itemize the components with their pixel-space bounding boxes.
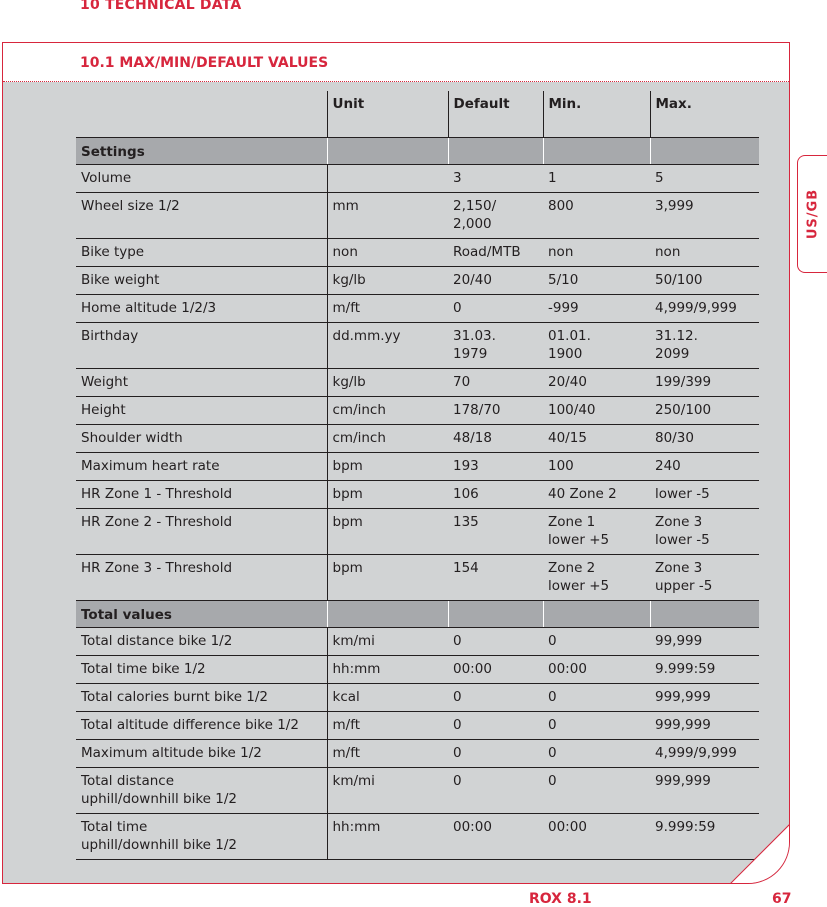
table-cell: 0 xyxy=(448,684,543,712)
table-cell: Zone 2 lower +5 xyxy=(543,555,650,601)
table-cell: Total distance uphill/downhill bike 1/2 xyxy=(76,768,327,814)
table-cell: non xyxy=(543,239,650,267)
table-cell: HR Zone 2 - Threshold xyxy=(76,509,327,555)
group-row xyxy=(76,138,759,165)
table-cell: Total time bike 1/2 xyxy=(76,656,327,684)
table-cell: 4,999/9,999 xyxy=(650,295,759,323)
table-cell: kg/lb xyxy=(327,369,448,397)
table-cell: 0 xyxy=(543,712,650,740)
table-cell: 106 xyxy=(448,481,543,509)
table-cell: hh:mm xyxy=(327,814,448,860)
table-row xyxy=(76,740,759,768)
table-row xyxy=(76,453,759,481)
table-cell: 01.01. 1900 xyxy=(543,323,650,369)
group-title: Settings xyxy=(76,138,327,165)
column-header-parameter xyxy=(76,91,327,138)
table-row xyxy=(76,684,759,712)
table-cell: 9.999:59 xyxy=(650,656,759,684)
table-cell: 178/70 xyxy=(448,397,543,425)
table-cell: 2,150/ 2,000 xyxy=(448,193,543,239)
table-body xyxy=(76,138,759,860)
group-cell xyxy=(448,601,543,628)
table-cell: 0 xyxy=(543,740,650,768)
section-header xyxy=(3,43,789,82)
section-title: 10.1 MAX/MIN/DEFAULT VALUES xyxy=(80,55,329,71)
table-cell: cm/inch xyxy=(327,425,448,453)
table-cell: 99,999 xyxy=(650,628,759,656)
language-tab xyxy=(797,155,827,273)
table-row xyxy=(76,509,759,555)
table-row xyxy=(76,165,759,193)
table-cell: 100/40 xyxy=(543,397,650,425)
page-corner-curl xyxy=(730,824,790,884)
table-cell: 4,999/9,999 xyxy=(650,740,759,768)
column-header-unit: Unit xyxy=(327,91,448,138)
table-cell: Height xyxy=(76,397,327,425)
table-cell: dd.mm.yy xyxy=(327,323,448,369)
table-cell: 0 xyxy=(448,712,543,740)
group-cell xyxy=(448,138,543,165)
table-cell: Total distance bike 1/2 xyxy=(76,628,327,656)
table-cell: lower -5 xyxy=(650,481,759,509)
table-cell: 00:00 xyxy=(543,656,650,684)
table-cell: m/ft xyxy=(327,295,448,323)
table-cell: Birthday xyxy=(76,323,327,369)
table-cell: 0 xyxy=(448,740,543,768)
table-cell: Shoulder width xyxy=(76,425,327,453)
table-cell: 20/40 xyxy=(448,267,543,295)
table-cell: bpm xyxy=(327,555,448,601)
table-cell: HR Zone 3 - Threshold xyxy=(76,555,327,601)
table-cell: 00:00 xyxy=(448,656,543,684)
column-header-default: Default xyxy=(448,91,543,138)
table-cell: Total time uphill/downhill bike 1/2 xyxy=(76,814,327,860)
table-cell: bpm xyxy=(327,453,448,481)
table-cell: bpm xyxy=(327,481,448,509)
group-row xyxy=(76,601,759,628)
table-row xyxy=(76,369,759,397)
table-cell: 800 xyxy=(543,193,650,239)
group-cell xyxy=(327,601,448,628)
column-header-max: Max. xyxy=(650,91,759,138)
values-panel xyxy=(2,42,790,884)
group-cell xyxy=(650,601,759,628)
table-row xyxy=(76,814,759,860)
table-cell: 00:00 xyxy=(543,814,650,860)
table-cell: 999,999 xyxy=(650,684,759,712)
table-cell: HR Zone 1 - Threshold xyxy=(76,481,327,509)
table-cell: Maximum heart rate xyxy=(76,453,327,481)
group-cell xyxy=(543,138,650,165)
footer-product-name: ROX 8.1 xyxy=(529,891,592,907)
table-cell: non xyxy=(650,239,759,267)
language-tab-label: US/GB xyxy=(805,188,820,240)
table-cell: Total altitude difference bike 1/2 xyxy=(76,712,327,740)
table-cell: 0 xyxy=(543,684,650,712)
table-row xyxy=(76,628,759,656)
table-cell: 0 xyxy=(543,628,650,656)
group-cell xyxy=(650,138,759,165)
table-cell: Weight xyxy=(76,369,327,397)
table-cell: Road/MTB xyxy=(448,239,543,267)
table-cell: m/ft xyxy=(327,740,448,768)
table-cell: non xyxy=(327,239,448,267)
table-cell: -999 xyxy=(543,295,650,323)
table-cell: Bike weight xyxy=(76,267,327,295)
table-row xyxy=(76,239,759,267)
table-cell: 9.999:59 xyxy=(650,814,759,860)
table-cell: 31.03. 1979 xyxy=(448,323,543,369)
table-header-row xyxy=(76,91,759,138)
table-cell: mm xyxy=(327,193,448,239)
table-cell: 70 xyxy=(448,369,543,397)
table-row xyxy=(76,425,759,453)
table-cell: bpm xyxy=(327,509,448,555)
table-cell: 100 xyxy=(543,453,650,481)
table-cell: 20/40 xyxy=(543,369,650,397)
table-cell: Zone 3 lower -5 xyxy=(650,509,759,555)
table-row xyxy=(76,712,759,740)
table-cell: Volume xyxy=(76,165,327,193)
table-cell: 199/399 xyxy=(650,369,759,397)
table-cell: km/mi xyxy=(327,768,448,814)
table-cell: 50/100 xyxy=(650,267,759,295)
table-cell: 00:00 xyxy=(448,814,543,860)
table-row xyxy=(76,397,759,425)
table-cell: kg/lb xyxy=(327,267,448,295)
table-cell: Home altitude 1/2/3 xyxy=(76,295,327,323)
table-cell: Bike type xyxy=(76,239,327,267)
table-cell: 5/10 xyxy=(543,267,650,295)
table-cell: Zone 1 lower +5 xyxy=(543,509,650,555)
table-row xyxy=(76,323,759,369)
table-row xyxy=(76,267,759,295)
table-cell: 999,999 xyxy=(650,768,759,814)
table-cell: Zone 3 upper -5 xyxy=(650,555,759,601)
table-cell: 250/100 xyxy=(650,397,759,425)
table-cell: 0 xyxy=(448,628,543,656)
table-cell: 0 xyxy=(448,768,543,814)
table-cell: 3,999 xyxy=(650,193,759,239)
table-row xyxy=(76,555,759,601)
table-cell: 0 xyxy=(448,295,543,323)
values-table xyxy=(76,91,759,860)
table-cell: 40/15 xyxy=(543,425,650,453)
table-cell xyxy=(327,165,448,193)
group-cell xyxy=(327,138,448,165)
table-cell: 40 Zone 2 xyxy=(543,481,650,509)
table-cell: Maximum altitude bike 1/2 xyxy=(76,740,327,768)
table-cell: 1 xyxy=(543,165,650,193)
table-row xyxy=(76,768,759,814)
table-cell: cm/inch xyxy=(327,397,448,425)
table-cell: Total calories burnt bike 1/2 xyxy=(76,684,327,712)
group-cell xyxy=(543,601,650,628)
table-row xyxy=(76,481,759,509)
table-cell: km/mi xyxy=(327,628,448,656)
table-cell: 154 xyxy=(448,555,543,601)
table-cell: kcal xyxy=(327,684,448,712)
table-cell: 3 xyxy=(448,165,543,193)
table-cell: 135 xyxy=(448,509,543,555)
table-cell: 31.12. 2099 xyxy=(650,323,759,369)
page-number: 67 xyxy=(772,891,792,907)
table-cell: 0 xyxy=(543,768,650,814)
table-cell: Wheel size 1/2 xyxy=(76,193,327,239)
table-cell: 193 xyxy=(448,453,543,481)
table-cell: 48/18 xyxy=(448,425,543,453)
chapter-title: 10 TECHNICAL DATA xyxy=(80,0,242,13)
table-row xyxy=(76,295,759,323)
table-cell: hh:mm xyxy=(327,656,448,684)
table-cell: 5 xyxy=(650,165,759,193)
table-cell: 80/30 xyxy=(650,425,759,453)
table-cell: 240 xyxy=(650,453,759,481)
table-cell: 999,999 xyxy=(650,712,759,740)
column-header-min: Min. xyxy=(543,91,650,138)
table-row xyxy=(76,193,759,239)
table-cell: m/ft xyxy=(327,712,448,740)
table-row xyxy=(76,656,759,684)
group-title: Total values xyxy=(76,601,327,628)
